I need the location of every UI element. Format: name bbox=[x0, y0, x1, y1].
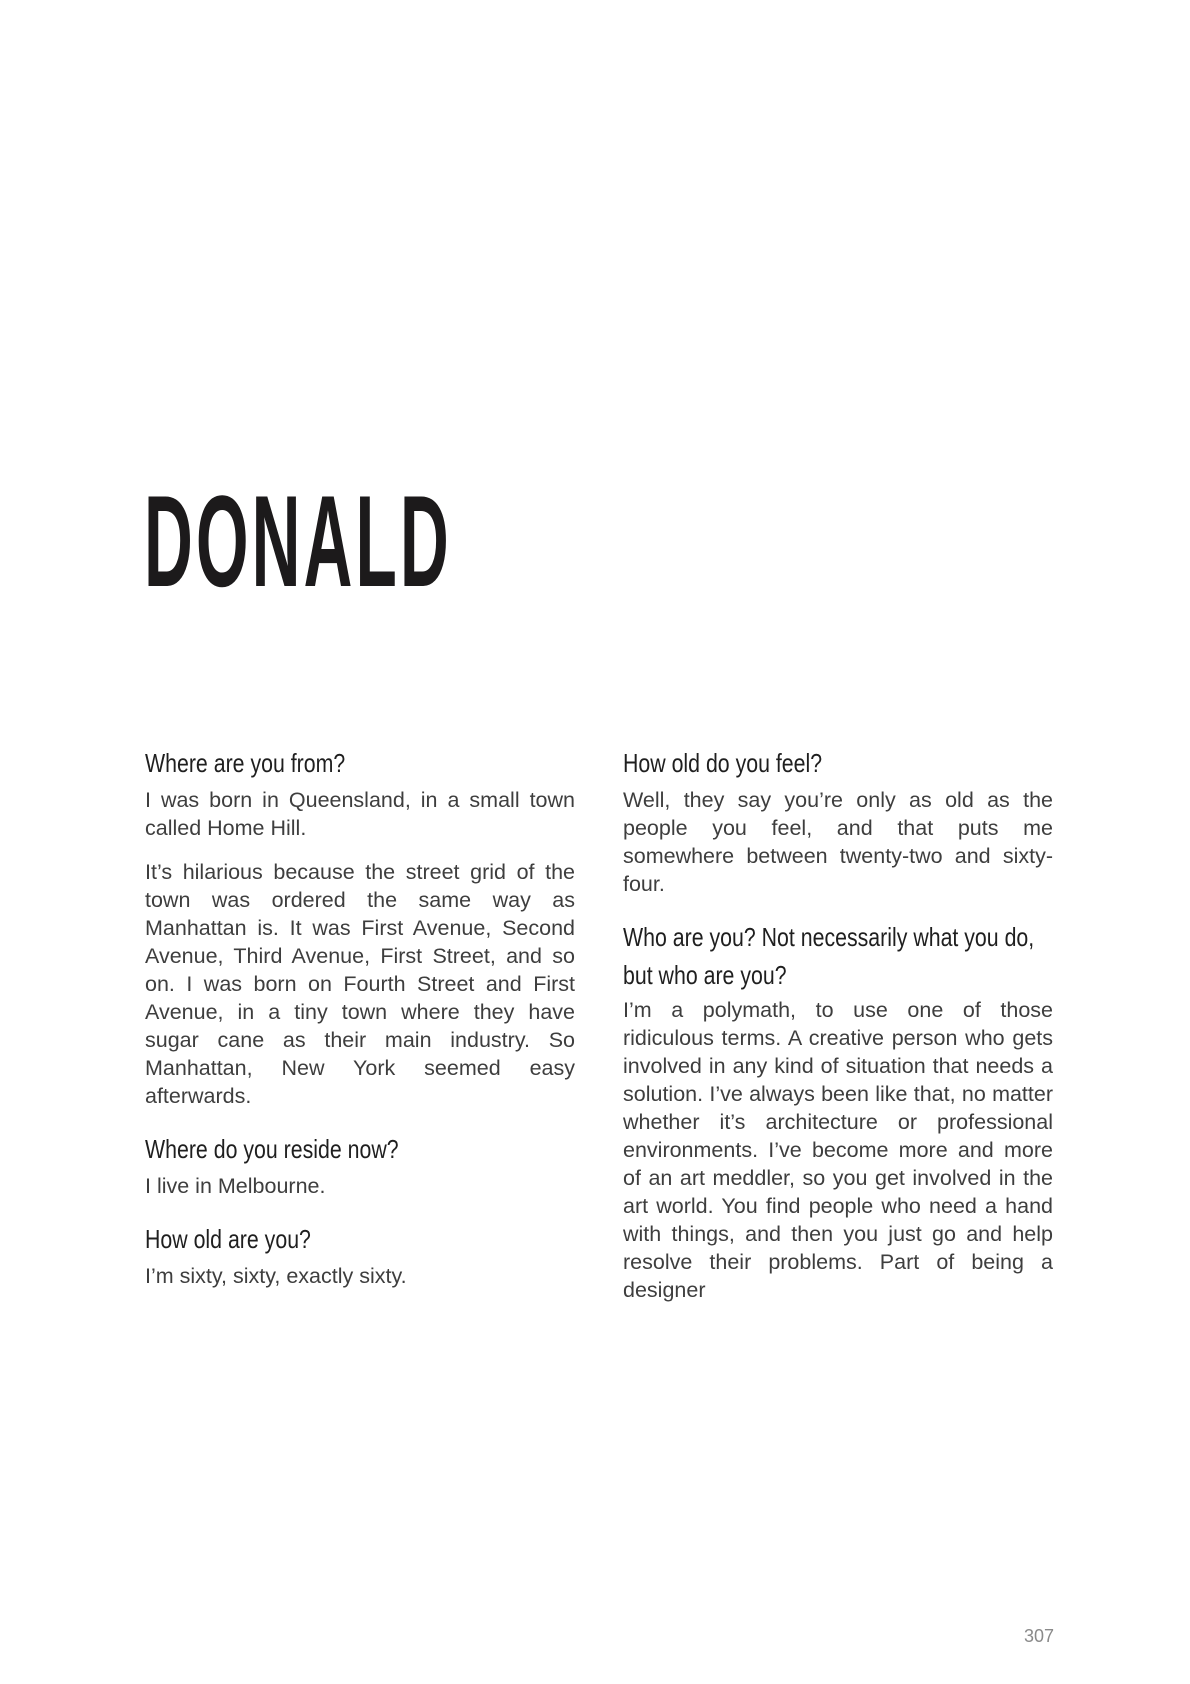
page-number: 307 bbox=[1024, 1626, 1055, 1646]
right-column bbox=[623, 744, 1053, 1320]
left-column bbox=[145, 744, 575, 1306]
answer-residence: I live in Melbourne. bbox=[145, 1174, 326, 1198]
question-residence: Where do you reside now? bbox=[145, 1134, 399, 1164]
answer-age: I’m sixty, sixty, exactly sixty. bbox=[145, 1264, 407, 1288]
question-feel-age: How old do you feel? bbox=[623, 748, 823, 778]
answer-origin-p1: I was born in Queensland, in a small town called Home Hill. bbox=[145, 788, 575, 840]
answer-identity: I’m a polymath, to use one of those ridiculous terms. A creative person who gets involved in any kind of situation that needs a solution. I’ve always been like that, no matter whether it’s architecture or professional environments. I’ve become more and more of an art meddler, so you get involved in the art world. You find people who need a hand with things, and then you just go and help resolve their problems. Part of being a designer bbox=[623, 998, 1053, 1302]
answer-origin-p2: It’s hilarious because the street grid of the town was ordered the same way as Manhattan is. It was First Avenue, Second Avenue, Third Avenue, First Street, and so on. I was born on Fourth Street and First Avenue, in a tiny town where they have sugar cane as their main industry. So Manhattan, New York seemed easy afterwards. bbox=[145, 860, 575, 1108]
answer-feel-age: Well, they say you’re only as old as the people you feel, and that puts me somewhere between twenty-two and sixty-four. bbox=[623, 788, 1053, 896]
question-origin: Where are you from? bbox=[145, 748, 346, 778]
page-title: DONALD bbox=[144, 468, 452, 614]
question-identity: Who are you? Not necessarily what you do, but who are you? bbox=[623, 922, 1035, 990]
question-age: How old are you? bbox=[145, 1224, 311, 1254]
